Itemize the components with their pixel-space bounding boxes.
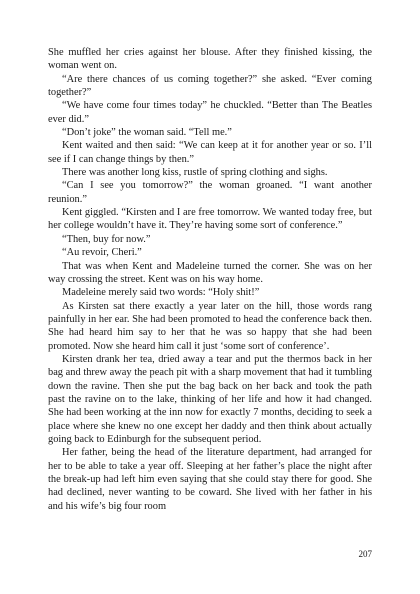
page-body bbox=[48, 46, 372, 513]
page-number: 207 bbox=[358, 549, 372, 559]
paragraph: “Are there chances of us coming together?” she asked. “Ever coming together?” bbox=[48, 73, 372, 99]
paragraph: “Au revoir, Cheri.” bbox=[62, 247, 142, 259]
paragraph: She muffled her cries against her blouse. After they finished kissing, the woman went on. bbox=[48, 47, 372, 72]
paragraph: Her father, being the head of the literature department, had arranged for her to be able to take a year off. Sleeping at her father’s place the night after the break-up had left him even saying that she could stay there for good. She had declined, never wanting to be coward. She lived with her father in his and his wife’s big four room bbox=[48, 447, 372, 512]
paragraph: “Then, buy for now.” bbox=[62, 233, 151, 245]
paragraph: There was another long kiss, rustle of spring clothing and sighs. bbox=[62, 167, 328, 179]
paragraph: Kirsten drank her tea, dried away a tear and put the thermos back in her bag and threw away the peach pit with a sharp movement that had it tumbling down the ravine. Then she put the bag back on her back and took the path past the ravine on to the lake, thinking of her life and how it had changed. She had been working at the inn now for exactly 7 months, deciding to seek a place where she knew no one except her daddy and then think about actually going back to Edinburgh for the subsequent period. bbox=[48, 353, 372, 445]
paragraph: “Don’t joke” the woman said. “Tell me.” bbox=[62, 127, 232, 139]
paragraph: As Kirsten sat there exactly a year later on the hill, those words rang painfully in her ear. She had been promoted to head the conference back then. She had heard him say to her that he was so happy that she had been promoted. Now she heard him call it just ‘some sort of conference’. bbox=[48, 300, 372, 352]
paragraph: Kent waited and then said: “We can keep at it for another year or so. I’ll see if I can change things by then.” bbox=[48, 140, 372, 165]
paragraph: “Can I see you tomorrow?” the woman groaned. “I want another reunion.” bbox=[48, 180, 372, 205]
paragraph: Madeleine merely said two words: “Holy shit!” bbox=[62, 287, 260, 299]
paragraph: “We have come four times today” he chuckled. “Better than The Beatles ever did.” bbox=[48, 100, 372, 125]
paragraph: That was when Kent and Madeleine turned the corner. She was on her way crossing the street. Kent was on his way home. bbox=[48, 260, 372, 285]
paragraph: Kent giggled. “Kirsten and I are free tomorrow. We wanted today free, but her college wouldn’t have it. They’re having some sort of conference.” bbox=[48, 207, 372, 232]
